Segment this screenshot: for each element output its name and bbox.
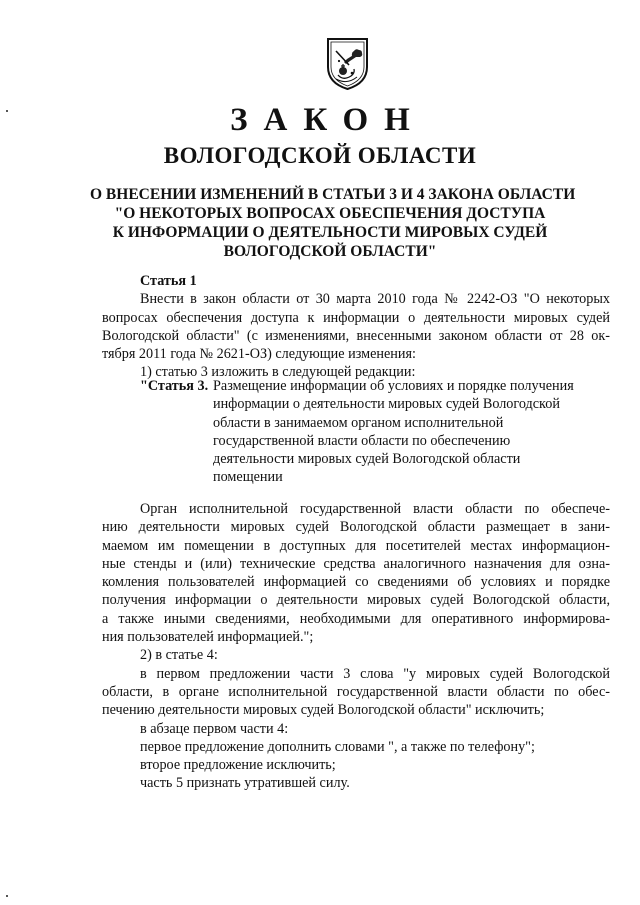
paragraph-line: маемом им помещении в доступных для посетителей местах информацион- xyxy=(102,537,610,554)
caption-line: помещении xyxy=(213,469,283,486)
caption-line: области в занимаемом органом исполнительной xyxy=(213,414,504,431)
paragraph-line: часть 5 признать утратившей силу. xyxy=(140,775,350,792)
document-title: ЗАКОН xyxy=(230,102,426,138)
coat-of-arms-emblem xyxy=(325,37,370,91)
caption-line: государственной власти области по обеспечению xyxy=(213,432,511,449)
paragraph-line: нию деятельности мировых судей Вологодской области размещает в зани- xyxy=(102,519,610,536)
list-item: 2) в статье 4: xyxy=(140,647,218,664)
region-name: ВОЛОГОДСКОЙ ОБЛАСТИ xyxy=(163,143,477,168)
paragraph-line: в абзаце первом части 4: xyxy=(140,720,289,737)
caption-line: информации о деятельности мировых судей Вологодской xyxy=(213,396,560,413)
paragraph-line: области, в органе исполнительной государственной власти области по обес- xyxy=(102,683,610,700)
new-article-3-body xyxy=(102,500,610,793)
margin-mark xyxy=(6,895,8,897)
paragraph-line: в первом предложении части 3 слова "у мировых судей Вологодской xyxy=(140,665,610,682)
paragraph-line: печению деятельности мировых судей Вологодской области" исключить; xyxy=(102,702,545,719)
paragraph-line: второе предложение исключить; xyxy=(140,757,336,774)
caption-line: деятельности мировых судей Вологодской области xyxy=(213,451,521,468)
paragraph-line: первое предложение дополнить словами ", а также по телефону"; xyxy=(140,738,535,755)
paragraph-line: Вологодской области" (с изменениями, внесенными законом области от 28 ок- xyxy=(102,327,610,344)
paragraph-line: комления пользователей информацией со сведениями об условиях и порядке xyxy=(102,574,610,591)
paragraph-line: ные стенды и (или) технические средства аналогичного назначения для озна- xyxy=(102,555,610,572)
paragraph-line: а также иными сведениями, необходимыми для оперативного информирова- xyxy=(102,610,610,627)
paragraph-line: вопросах обеспечения доступа к информации о деятельности мировых судей xyxy=(102,309,610,326)
subject-line: К ИНФОРМАЦИИ О ДЕЯТЕЛЬНОСТИ МИРОВЫХ СУДЕЙ xyxy=(112,224,548,241)
new-article-label: "Статья 3. xyxy=(140,378,209,394)
subject-line: "О НЕКОТОРЫХ ВОПРОСАХ ОБЕСПЕЧЕНИЯ ДОСТУПА xyxy=(114,205,546,222)
caption-line: Размещение информации об условиях и порядке получения xyxy=(213,378,574,394)
paragraph-line: получения информации о деятельности мировых судей Вологодской области, xyxy=(102,592,610,609)
new-article-caption xyxy=(213,377,613,487)
paragraph-line: ния пользователей информацией."; xyxy=(102,629,314,646)
list-item: 1) статью 3 изложить в следующей редакции: xyxy=(140,364,416,381)
subject-line: О ВНЕСЕНИИ ИЗМЕНЕНИЙ В СТАТЬИ 3 И 4 ЗАКОНА ОБЛАСТИ xyxy=(90,186,576,203)
paragraph-line: Орган исполнительной государственной власти области по обеспече- xyxy=(140,501,610,517)
paragraph-line: Внести в закон области от 30 марта 2010 года № 2242-ОЗ "О некоторых xyxy=(140,291,610,308)
subject-line: ВОЛОГОДСКОЙ ОБЛАСТИ" xyxy=(223,243,437,260)
article-1-section xyxy=(102,272,610,382)
law-subject xyxy=(90,185,576,261)
article-heading: Статья 1 xyxy=(140,273,197,289)
paragraph-line: тября 2011 года № 2621-ОЗ) следующие изменения: xyxy=(102,346,416,363)
